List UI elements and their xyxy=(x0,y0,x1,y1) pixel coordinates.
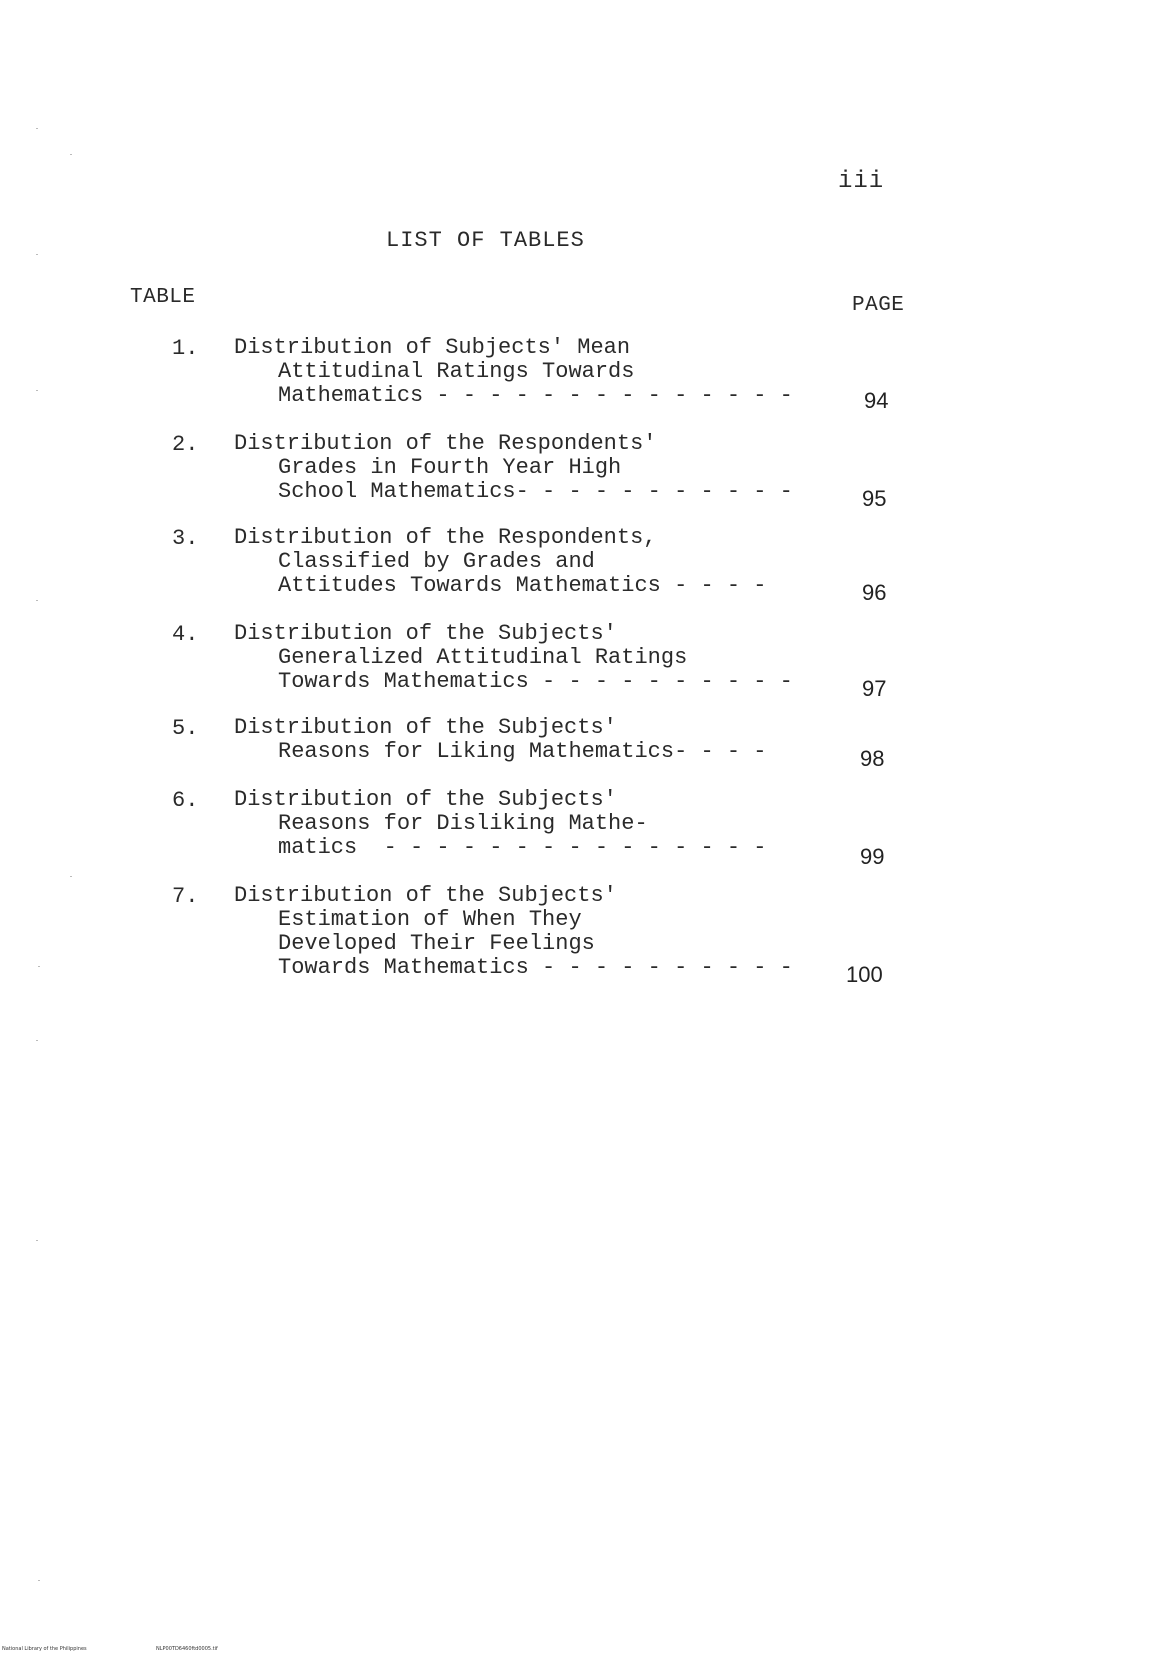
scan-speck xyxy=(36,128,38,129)
entry-title-line: Mathematics - - - - - - - - - - - - - - xyxy=(278,383,793,408)
entry-number: 2. xyxy=(172,432,199,457)
entry-number: 4. xyxy=(172,622,199,647)
entry-page-number: 94 xyxy=(864,388,889,413)
scan-speck xyxy=(36,1040,38,1041)
entry-page-number: 95 xyxy=(862,486,887,511)
scan-speck xyxy=(70,154,72,155)
scan-speck xyxy=(38,966,40,967)
footer-file-name: NLP00TD6460ftd0005.tif xyxy=(156,1646,218,1652)
entry-title-line: Developed Their Feelings xyxy=(278,931,595,956)
entry-title-line: Towards Mathematics - - - - - - - - - - xyxy=(278,955,793,980)
scan-speck xyxy=(36,600,38,601)
entry-title-line: Distribution of the Respondents, xyxy=(234,525,657,550)
page-number: iii xyxy=(838,168,885,195)
entry-title-line: Reasons for Liking Mathematics- - - - xyxy=(278,739,767,764)
entry-title-line: Attitudes Towards Mathematics - - - - xyxy=(278,573,767,598)
entry-title-line: School Mathematics- - - - - - - - - - - xyxy=(278,479,793,504)
entry-title-line: Distribution of the Subjects' xyxy=(234,787,617,812)
entry-page-number: 98 xyxy=(860,746,885,771)
entry-page-number: 96 xyxy=(862,580,887,605)
entry-title-line: Classified by Grades and xyxy=(278,549,595,574)
scan-speck xyxy=(70,876,72,877)
scan-speck xyxy=(36,1240,38,1241)
entry-title-line: Distribution of Subjects' Mean xyxy=(234,335,631,360)
entry-title-line: matics - - - - - - - - - - - - - - - xyxy=(278,835,767,860)
entry-page-number: 97 xyxy=(862,676,887,701)
entry-number: 5. xyxy=(172,716,199,741)
page-column-header: PAGE xyxy=(852,294,905,317)
entry-title-line: Estimation of When They xyxy=(278,907,582,932)
entry-number: 1. xyxy=(172,336,199,361)
entry-title-line: Distribution of the Subjects' xyxy=(234,883,617,908)
entry-title-line: Distribution of the Subjects' xyxy=(234,715,617,740)
entry-title-line: Grades in Fourth Year High xyxy=(278,455,622,480)
table-column-header: TABLE xyxy=(130,286,196,309)
entry-number: 3. xyxy=(172,526,199,551)
entry-page-number: 99 xyxy=(860,844,885,869)
footer-library-credit: National Library of the Philippines xyxy=(2,1646,87,1652)
entry-number: 6. xyxy=(172,788,199,813)
entry-title-line: Generalized Attitudinal Ratings xyxy=(278,645,688,670)
entry-page-number: 100 xyxy=(846,962,883,987)
scan-speck xyxy=(36,390,38,391)
entry-title-line: Reasons for Disliking Mathe- xyxy=(278,811,648,836)
document-title: LIST OF TABLES xyxy=(386,228,585,253)
scan-speck xyxy=(36,254,38,255)
scan-speck xyxy=(38,1580,40,1581)
entry-title-line: Distribution of the Respondents' xyxy=(234,431,657,456)
entry-title-line: Distribution of the Subjects' xyxy=(234,621,617,646)
entry-title-line: Towards Mathematics - - - - - - - - - - xyxy=(278,669,793,694)
entry-title-line: Attitudinal Ratings Towards xyxy=(278,359,635,384)
entry-number: 7. xyxy=(172,884,199,909)
